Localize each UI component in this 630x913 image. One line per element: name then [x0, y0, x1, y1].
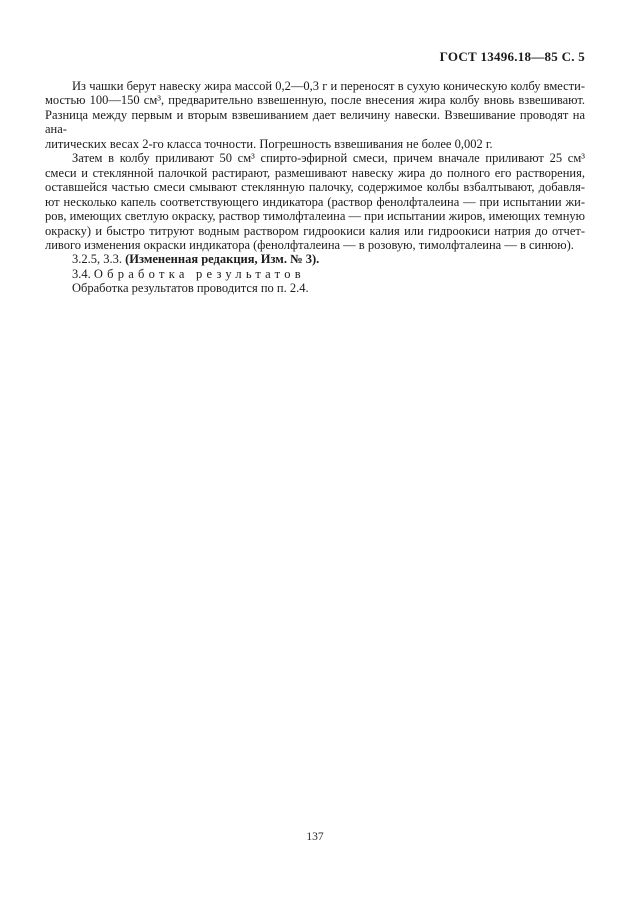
section-title: Обработка результатов — [93, 266, 305, 281]
running-title: ГОСТ 13496.18—85 С. 5 — [439, 49, 585, 64]
text-line: ливого изменения окраски индикатора (фенолфталеина — в розовую, тимолфталеина — в синюю). — [45, 237, 574, 252]
text-line: Затем в колбу приливают 50 см³ спирто-эфирной смеси, причем вначале приливают 25 см³ — [72, 151, 585, 166]
text-line: мостью 100—150 см³, предварительно взвешенную, после внесения жира колбу вновь взвешивают. — [45, 93, 585, 108]
document-body — [45, 79, 585, 296]
section-heading — [45, 267, 585, 281]
page-number: 137 — [306, 831, 324, 843]
text-line: Разница между первым и вторым взвешиванием дает величину навески. Взвешивание проводят на ана- — [45, 107, 585, 137]
text-line: ров, имеющих светлую окраску, раствор тимолфталеина — при испытании жиров, имеющих темную — [45, 209, 585, 224]
amendment-clause-numbers: 3.2.5, 3.3. — [72, 252, 126, 267]
text-line: окраску) и быстро титруют водным раствором гидроокиси калия или гидроокиси натрия до отчет- — [45, 223, 585, 238]
text-line: оставшейся частью смеси смывают стеклянную палочку, содержимое колбы взбалтывают, добавля- — [45, 180, 585, 195]
text-line: Из чашки берут навеску жира массой 0,2—0,3 г и переносят в сухую коническую колбу вмести- — [72, 79, 585, 93]
amendment-line — [45, 252, 585, 266]
text-line: литических весах 2-го класса точности. Погрешность взвешивания не более 0,002 г. — [45, 136, 493, 151]
text-line: ют несколько капель соответствующего индикатора (раствор фенолфталеина — при испытании жи- — [45, 194, 585, 209]
text-line: смеси и стеклянной палочкой растирают, размешивают навеску жира до полного его растворения, — [45, 165, 585, 180]
section-number: 3.4. — [72, 266, 94, 281]
closing-line: Обработка результатов проводится по п. 2.4. — [72, 281, 309, 296]
amendment-text: (Измененная редакция, Изм. № 3). — [125, 252, 320, 267]
